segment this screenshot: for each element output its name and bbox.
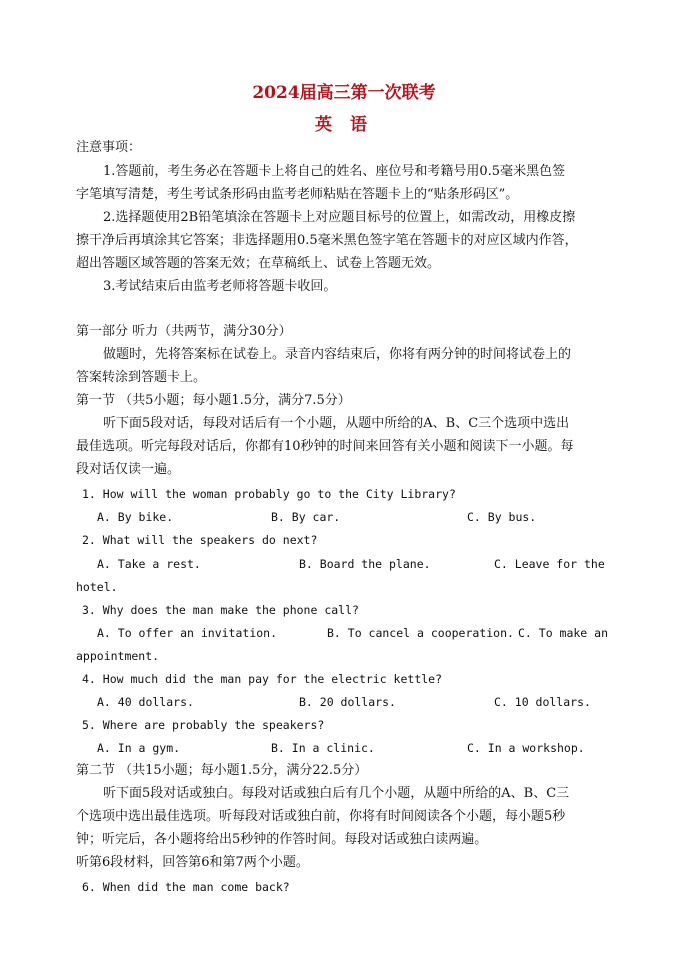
section2-heading: 第二节 （共15小题；每小题1.5分，满分22.5分） [76,763,368,778]
part1-heading: 第一部分 听力（共两节，满分30分） [76,324,292,339]
part1-intro-line-2: 答案转涂到答题卡上。 [76,370,207,385]
question-3-stem: 3. Why does the man make the phone call? [82,603,359,617]
question-2-option-a: A. Take a rest. [97,557,201,571]
section2-intro-line-2: 个选项中选出最佳选项。听每段对话或独白前，你将有时间阅读各个小题，每小题5秒 [76,809,566,824]
question-3-option-a: A. To offer an invitation. [97,626,278,640]
question-3-option-c: C. To make an [518,626,609,640]
section1-heading: 第一节 （共5小题；每小题1.5分，满分7.5分） [76,393,351,408]
question-1-option-b: B. By car. [271,510,341,524]
question-4-stem: 4. How much did the man pay for the electric kettle? [82,672,443,686]
note-3: 3.考试结束后由监考老师将答题卡收回。 [103,279,337,294]
question-1-option-a: A. By bike. [97,510,174,524]
note-2-line-3: 超出答题区域答题的答案无效；在草稿纸上、试卷上答题无效。 [76,256,441,271]
notes-heading: 注意事项： [76,140,142,155]
material-6-instruction: 听第6段材料，回答第6和第7两个小题。 [76,855,309,870]
section2-intro-line-1: 听下面5段对话或独白。每段对话或独白后有几个小题，从题中所给的A、B、C三 [103,786,570,801]
note-2-line-2: 擦干净后再填涂其它答案；非选择题用0.5毫米黑色签字笔在答题卡的对应区域内作答， [76,233,578,248]
section2-intro-line-3: 钟；听完后，各小题将给出5秒钟的作答时间。每段对话或独白读两遍。 [76,832,488,847]
question-2-option-b: B. Board the plane. [299,557,431,571]
note-2-line-1: 2.选择题使用2B铅笔填涂在答题卡上对应题目标号的位置上，如需改动，用橡皮擦 [103,210,576,225]
question-1-option-c: C. By bus. [467,510,537,524]
question-5-stem: 5. Where are probably the speakers? [82,718,325,732]
question-4-option-b: B. 20 dollars. [299,695,396,709]
question-1-stem: 1. How will the woman probably go to the City Library? [82,487,456,501]
note-1-line-2: 字笔填写清楚，考生考试条形码由监考老师粘贴在答题卡上的“贴条形码区”。 [76,187,519,202]
question-2-continuation: hotel. [76,580,118,594]
section1-intro-line-1: 听下面5段对话，每段对话后有一个小题，从题中所给的A、B、C三个选项中选出 [103,416,570,431]
question-2-option-c: C. Leave for the [494,557,605,571]
note-1-line-1: 1.答题前，考生务必在答题卡上将自己的姓名、座位号和考籍号用0.5毫米黑色签 [103,164,566,179]
section1-intro-line-3: 段对话仅读一遍。 [76,462,181,477]
section1-intro-line-2: 最佳选项。听完每段对话后，你都有10秒钟的时间来回答有关小题和阅读下一小题。每 [76,439,574,454]
subject-title: 英 语 [315,115,373,135]
question-4-option-a: A. 40 dollars. [97,695,194,709]
question-5-option-b: B. In a clinic. [271,741,375,755]
question-6-stem: 6. When did the man come back? [82,880,290,894]
exam-title: 2024届高三第一次联考 [252,83,436,103]
question-5-option-a: A. In a gym. [97,741,181,755]
question-3-option-b: B. To cancel a cooperation. [327,626,514,640]
part1-intro-line-1: 做题时，先将答案标在试卷上。录音内容结束后，你将有两分钟的时间将试卷上的 [103,347,572,362]
question-2-stem: 2. What will the speakers do next? [82,533,318,547]
question-5-option-c: C. In a workshop. [467,741,585,755]
question-3-continuation: appointment. [76,649,160,663]
question-4-option-c: C. 10 dollars. [494,695,591,709]
